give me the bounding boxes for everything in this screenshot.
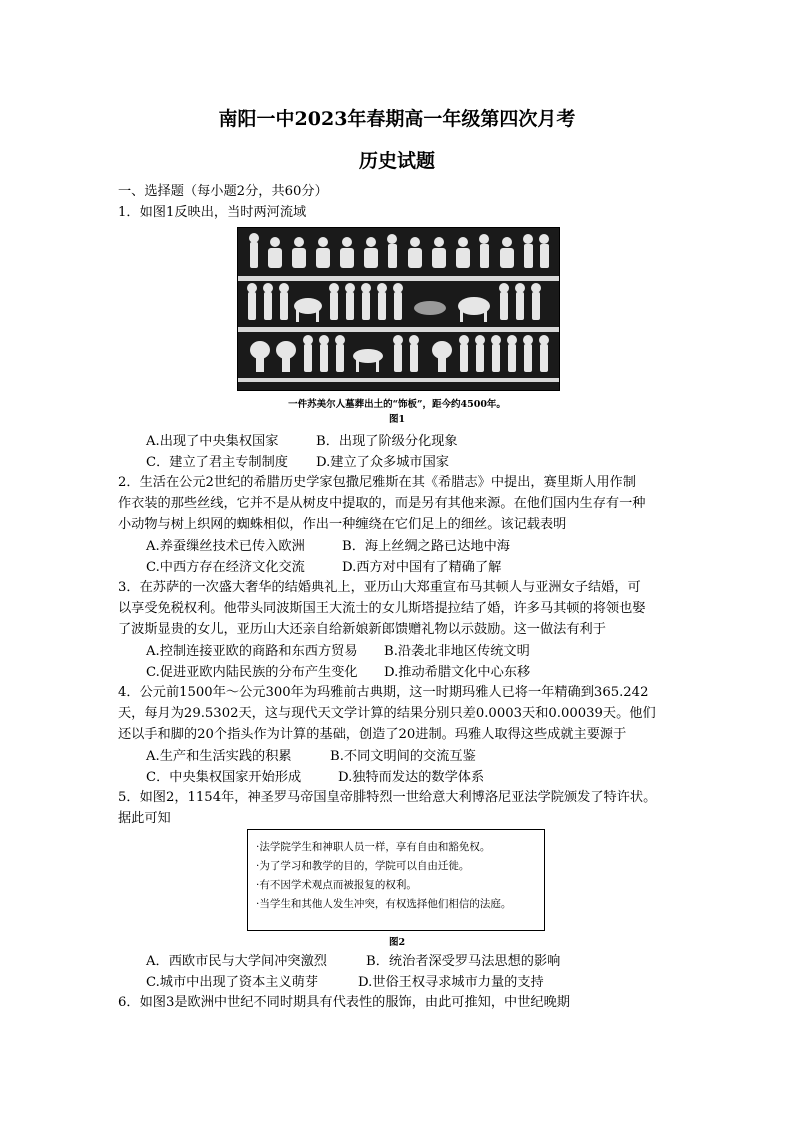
- charter-box: [247, 829, 545, 931]
- q5-option-d: D.世俗王权寻求城市力量的支持: [358, 975, 544, 990]
- q2-text-line: 小动物与树上织网的蜘蛛相似，作出一种缠绕在它们足上的细丝。该记载表明: [118, 517, 567, 532]
- charter-line: ·当学生和其他人发生冲突，有权选择他们相信的法庭。: [256, 898, 512, 910]
- q4-option-b: B.不同文明间的交流互鉴: [330, 749, 476, 764]
- exam-title: 南阳一中2023年春期高一年级第四次月考: [218, 108, 576, 130]
- q3-option-c: C.促进亚欧内陆民族的分布产生变化: [146, 665, 358, 680]
- q2-text-line: 2．生活在公元2世纪的希腊历史学家包撒尼雅斯在其《希腊志》中提出，赛里斯人用作制: [118, 475, 636, 490]
- q2-text-line: 作衣装的那些丝线，它并不是从树皮中提取的，而是另有其他来源。在他们国内生存有一种: [118, 496, 646, 511]
- q3-text-line: 3．在苏萨的一次盛大奢华的结婚典礼上，亚历山大郑重宣布马其顿人与亚洲女子结婚，可: [118, 580, 641, 595]
- q6-stem: 6．如图3是欧洲中世纪不同时期具有代表性的服饰，由此可推知，中世纪晚期: [118, 995, 570, 1010]
- q3-option-b: B.沿袭北非地区传统文明: [384, 644, 530, 659]
- q2-option-d: D.西方对中国有了精确了解: [342, 560, 502, 575]
- q4-option-a: A.生产和生活实践的积累: [146, 749, 292, 764]
- q1-option-c: C．建立了君主专制制度: [146, 455, 288, 470]
- q3-option-d: D.推动希腊文化中心东移: [384, 665, 531, 680]
- q1-option-d: D.建立了众多城市国家: [316, 455, 449, 470]
- q4-text-line: 4．公元前1500年～公元300年为玛雅前古典期，这一时期玛雅人已将一年精确到365.242: [118, 685, 649, 700]
- figure-1-caption: 一件苏美尔人墓葬出土的“饰板”，距今约4500年。: [288, 399, 506, 410]
- q5-text-line: 5．如图2，1154年，神圣罗马帝国皇帝腓特烈一世给意大利博洛尼亚法学院颁发了特许状。: [118, 790, 657, 805]
- charter-line: ·法学院学生和神职人员一样，享有自由和豁免权。: [256, 841, 491, 853]
- q2-option-c: C.中西方存在经济文化交流: [146, 560, 305, 575]
- q1-option-a: A.出现了中央集权国家: [146, 434, 279, 449]
- q2-option-a: A.养蚕缫丝技术已传入欧洲: [146, 539, 305, 554]
- section-heading: 一、选择题（每小题2分，共60分）: [118, 184, 328, 199]
- sumerian-standard-image: [237, 227, 560, 391]
- charter-line: ·有不因学术观点而被报复的权利。: [256, 879, 417, 891]
- q5-option-a: A．西欧市民与大学间冲突激烈: [146, 954, 327, 969]
- q1-option-b: B．出现了阶级分化现象: [316, 434, 458, 449]
- q4-text-line: 还以手和脚的20个指头作为计算的基础，创造了20进制。玛雅人取得这些成就主要源于: [118, 727, 627, 742]
- q3-text-line: 了波斯显贵的女儿，亚历山大还亲自给新娘新郎馈赠礼物以示鼓励。这一做法有利于: [118, 622, 606, 637]
- figure-1-label: 图1: [388, 414, 406, 425]
- q4-option-c: C．中央集权国家开始形成: [146, 770, 302, 785]
- q5-text-line: 据此可知: [118, 811, 171, 826]
- exam-subtitle: 历史试题: [358, 150, 435, 172]
- q2-option-b: B．海上丝绸之路已达地中海: [342, 539, 510, 554]
- q5-option-c: C.城市中出现了资本主义萌芽: [146, 975, 319, 990]
- q5-option-b: B．统治者深受罗马法思想的影响: [366, 954, 561, 969]
- q3-text-line: 以享受免税权利。他带头同波斯国王大流士的女儿斯塔提拉结了婚，许多马其顿的将领也娶: [118, 601, 646, 616]
- figure-2-label: 图2: [388, 937, 406, 948]
- q4-text-line: 天，每月为29.5302天，这与现代天文学计算的结果分别只差0.0003天和0.00039天。他们: [118, 706, 656, 721]
- charter-line: ·为了学习和教学的目的，学院可以自由迁徙。: [256, 860, 470, 872]
- q4-option-d: D.独特而发达的数学体系: [338, 770, 485, 785]
- q1-stem: 1．如图1反映出，当时两河流域: [118, 205, 307, 220]
- q3-option-a: A.控制连接亚欧的商路和东西方贸易: [146, 644, 358, 659]
